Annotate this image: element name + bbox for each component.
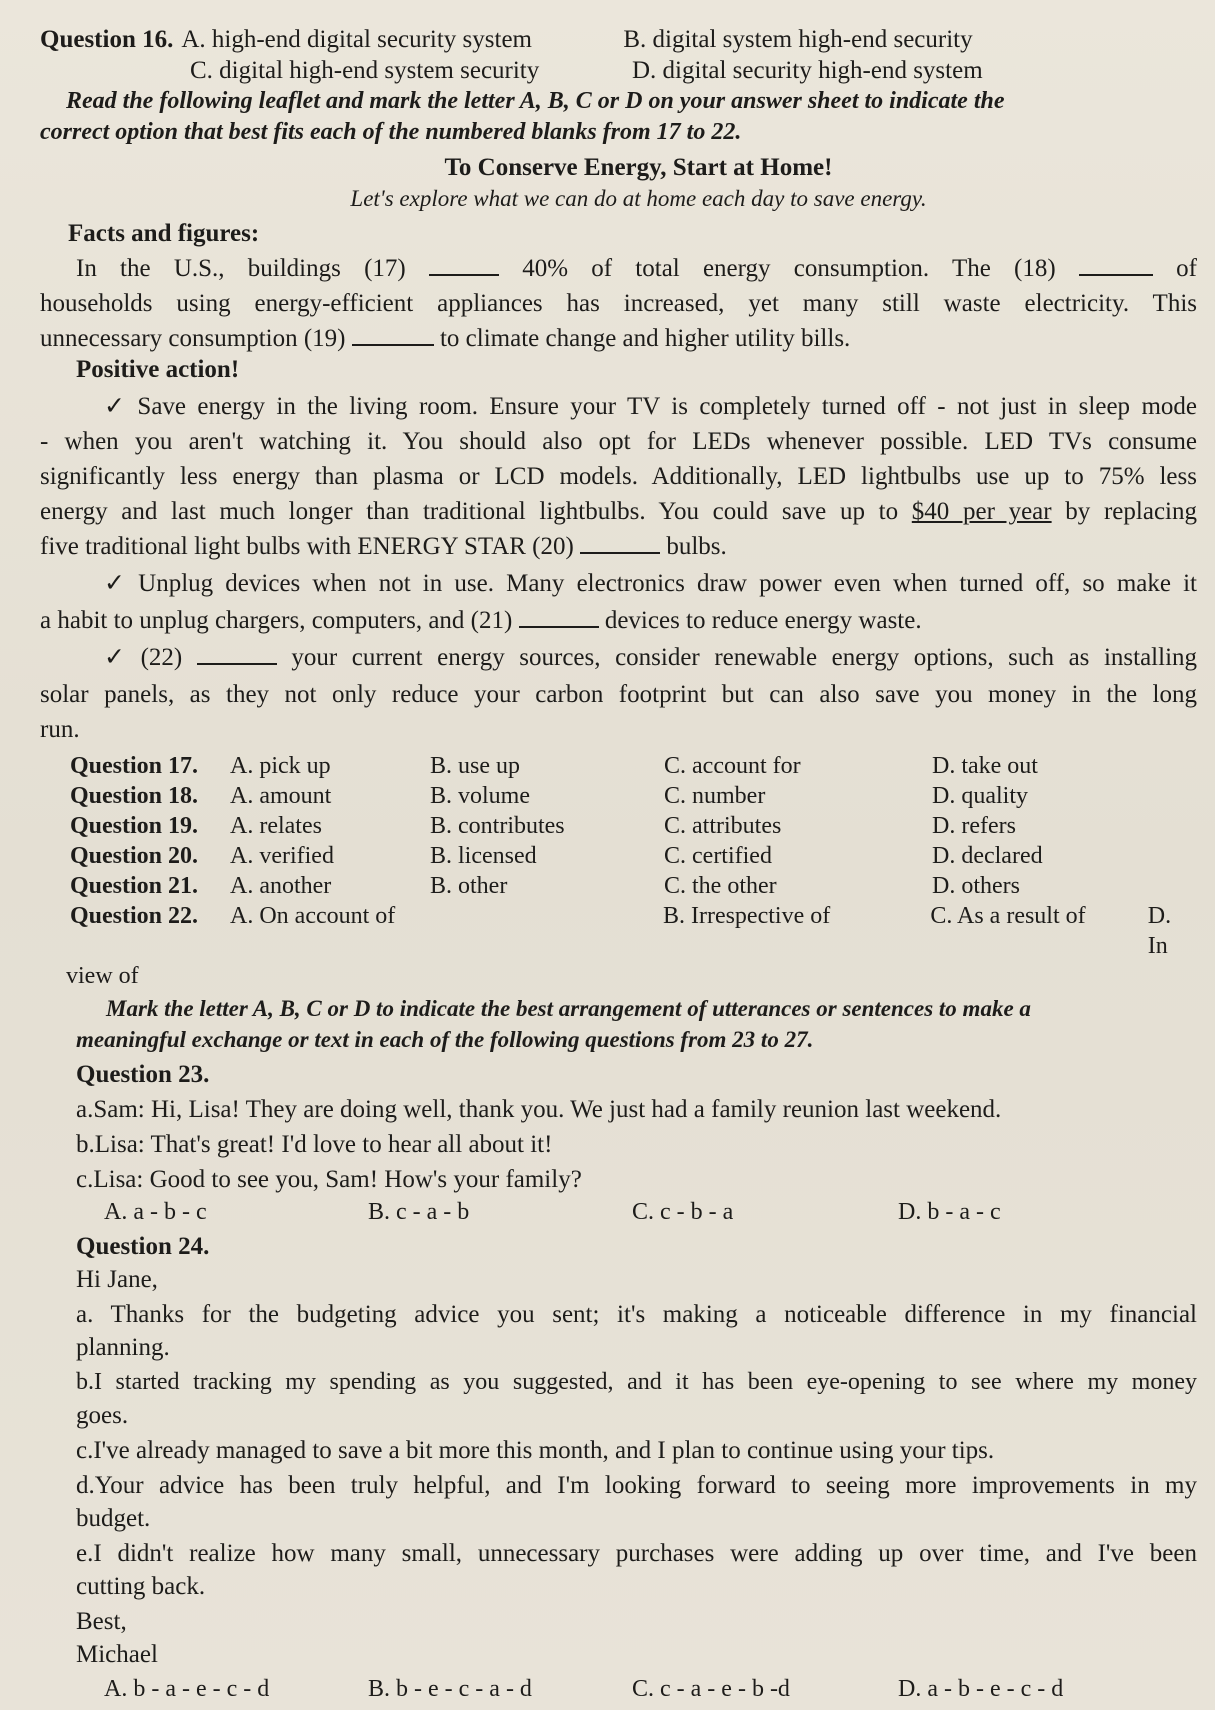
blank-18[interactable] bbox=[1079, 254, 1153, 276]
p1-line5 bbox=[40, 531, 1197, 562]
q24-line-a1: a. Thanks for the budgeting advice you sent; it's making a noticeable difference in my financial bbox=[76, 1301, 1197, 1328]
p3-line1 bbox=[40, 642, 1197, 673]
option-a[interactable]: A. On account of bbox=[230, 903, 396, 929]
q16-option-a: A. high-end digital security system bbox=[181, 26, 532, 53]
question-label: Question 17. bbox=[70, 753, 199, 779]
p3-line2: solar panels, as they not only reduce your carbon footprint but can also save you money in the long bbox=[40, 681, 1197, 708]
q24-line-b1: b.I started tracking my spending as you suggested, and it has been eye-opening to see where my money bbox=[76, 1369, 1197, 1395]
p2-line1 bbox=[40, 568, 1197, 599]
option-c[interactable]: C. c - a - e - b -d bbox=[632, 1676, 790, 1702]
facts-text-18: 40% of total energy consumption. The (18) bbox=[522, 255, 1056, 282]
instruction-1-line2: correct option that best fits each of the numbered blanks from 17 to 22. bbox=[40, 119, 742, 145]
p3-line3: run. bbox=[40, 716, 80, 743]
leaflet-title: To Conserve Energy, Start at Home! bbox=[444, 154, 833, 181]
question-23 bbox=[40, 1059, 1197, 1227]
option-d[interactable]: D. quality bbox=[932, 783, 1028, 809]
p1-line2: - when you aren't watching it. You should also opt for LEDs whenever possible. LED TVs consume bbox=[40, 428, 1197, 455]
q24-line-e1: e.I didn't realize how many small, unnecessary purchases were adding up over time, and I've been bbox=[76, 1540, 1197, 1567]
question-row-cont bbox=[66, 961, 1197, 991]
facts-line3 bbox=[40, 323, 1197, 354]
question-row bbox=[70, 871, 1197, 901]
blank-19[interactable] bbox=[352, 324, 434, 346]
q23-line-a: a.Sam: Hi, Lisa! They are doing well, thank you. We just had a family reunion last weekend. bbox=[76, 1096, 1002, 1123]
q23-options bbox=[76, 1197, 1197, 1227]
q24-greeting: Hi Jane, bbox=[76, 1266, 158, 1293]
q24-line-d2: budget. bbox=[76, 1505, 151, 1532]
q23-line-c: c.Lisa: Good to see you, Sam! How's your family? bbox=[76, 1166, 582, 1193]
instruction-1-line1: Read the following leaflet and mark the letter A, B, C or D on your answer sheet to indicate the bbox=[66, 88, 1005, 114]
question-label: Question 18. bbox=[70, 783, 199, 809]
q16-option-b: B. digital system high-end security bbox=[623, 26, 973, 53]
question-row bbox=[70, 841, 1197, 871]
facts-text-17: In the U.S., buildings (17) bbox=[76, 255, 406, 282]
q24-line-c1: c.I've already managed to save a bit more this month, and I plan to continue using your tips. bbox=[76, 1437, 995, 1464]
q16-row1 bbox=[40, 24, 1197, 55]
p1-line1 bbox=[40, 391, 1197, 422]
blank-20[interactable] bbox=[580, 532, 660, 554]
p1-text-4a: energy and last much longer than traditional lightbulbs. You could save up to bbox=[40, 498, 899, 525]
facts-text-19: unnecessary consumption (19) bbox=[40, 325, 346, 352]
option-d[interactable]: D. declared bbox=[932, 843, 1043, 869]
question-label: Question 19. bbox=[70, 813, 199, 839]
question-label: Question 20. bbox=[70, 843, 199, 869]
q24-line-b2: goes. bbox=[76, 1402, 129, 1429]
option-c[interactable]: C. number bbox=[664, 783, 766, 809]
option-c[interactable]: C. c - b - a bbox=[632, 1199, 734, 1225]
option-b[interactable]: B. b - e - c - a - d bbox=[368, 1676, 532, 1702]
question-row bbox=[70, 811, 1197, 841]
option-d[interactable]: D. a - b - e - c - d bbox=[898, 1676, 1064, 1702]
instruction-2-line2: meaningful exchange or text in each of the following questions from 23 to 27. bbox=[76, 1027, 814, 1052]
question-24 bbox=[40, 1231, 1197, 1704]
option-d-continued: view of bbox=[66, 963, 139, 989]
blank-22[interactable] bbox=[197, 643, 277, 665]
option-d[interactable]: D. refers bbox=[932, 813, 1016, 839]
option-c[interactable]: C. attributes bbox=[664, 813, 782, 839]
p1-text-1: Save energy in the living room. Ensure your TV is completely turned off - not just in sleep mode bbox=[137, 393, 1197, 420]
questions-17-22 bbox=[40, 751, 1197, 991]
option-d[interactable]: D. In bbox=[1147, 903, 1172, 959]
option-a[interactable]: A. another bbox=[230, 873, 332, 899]
option-c[interactable]: C. As a result of bbox=[930, 903, 1086, 929]
p1-line4 bbox=[40, 496, 1197, 527]
option-c[interactable]: C. certified bbox=[664, 843, 772, 869]
question-row bbox=[70, 781, 1197, 811]
option-b[interactable]: B. Irrespective of bbox=[662, 903, 831, 929]
blank-21[interactable] bbox=[519, 606, 599, 628]
option-d[interactable]: D. others bbox=[932, 873, 1020, 899]
q24-line-d1: d.Your advice has been truly helpful, and I'm looking forward to seeing more improvements in my bbox=[76, 1472, 1197, 1499]
p2-line2 bbox=[40, 605, 1197, 636]
p1-line3: significantly less energy than plasma or LCD models. Additionally, LED lightbulbs use up to 75% less bbox=[40, 463, 1197, 490]
question-label: Question 22. bbox=[70, 903, 199, 929]
checkmark-icon: ✓ bbox=[104, 644, 125, 671]
option-a[interactable]: A. verified bbox=[230, 843, 334, 869]
question-row bbox=[70, 751, 1197, 781]
option-b[interactable]: B. c - a - b bbox=[368, 1199, 470, 1225]
option-b[interactable]: B. other bbox=[430, 873, 508, 899]
q23-label: Question 23. bbox=[76, 1061, 210, 1088]
option-d[interactable]: D. take out bbox=[932, 753, 1038, 779]
question-label: Question 21. bbox=[70, 873, 199, 899]
p1-text-20: five traditional light bulbs with ENERGY STAR (20) bbox=[40, 533, 574, 560]
option-a[interactable]: A. amount bbox=[230, 783, 332, 809]
q24-signature: Michael bbox=[76, 1641, 158, 1668]
p2-text-1: Unplug devices when not in use. Many electronics draw power even when turned off, so make it bbox=[138, 570, 1198, 597]
checkmark-icon: ✓ bbox=[104, 393, 125, 420]
q23-line-b: b.Lisa: That's great! I'd love to hear all about it! bbox=[76, 1131, 553, 1158]
option-c[interactable]: C. the other bbox=[664, 873, 777, 899]
p1-text-4b: by replacing bbox=[1065, 498, 1197, 525]
q24-line-a2: planning. bbox=[76, 1334, 170, 1361]
p1-underlined-amount: $40 per year bbox=[911, 498, 1052, 525]
q24-line-e2: cutting back. bbox=[76, 1573, 206, 1600]
q16-option-c: C. digital high-end system security bbox=[190, 57, 540, 84]
q16-label: Question 16. bbox=[40, 26, 174, 53]
facts-line1 bbox=[40, 253, 1197, 284]
question-row bbox=[70, 901, 1197, 961]
checkmark-icon: ✓ bbox=[104, 570, 125, 597]
p2-text-21: a habit to unplug chargers, computers, and (21) bbox=[40, 607, 513, 634]
blank-17[interactable] bbox=[429, 254, 499, 276]
option-b[interactable]: B. use up bbox=[430, 753, 520, 779]
option-a[interactable]: A. relates bbox=[230, 813, 322, 839]
option-d[interactable]: D. b - a - c bbox=[898, 1199, 1001, 1225]
option-a[interactable]: A. pick up bbox=[230, 753, 331, 779]
facts-text-of: of bbox=[1176, 255, 1197, 282]
q16-option-d: D. digital security high-end system bbox=[632, 57, 983, 84]
facts-text-19b: to climate change and higher utility bills. bbox=[439, 325, 851, 352]
q24-closing: Best, bbox=[76, 1608, 127, 1635]
positive-heading: Positive action! bbox=[76, 356, 240, 383]
option-b[interactable]: B. contributes bbox=[430, 813, 565, 839]
p3-text-22b: your current energy sources, consider renewable energy options, such as installing bbox=[291, 644, 1198, 671]
p3-text-22: (22) bbox=[140, 644, 183, 671]
leaflet-subtitle: Let's explore what we can do at home each day to save energy. bbox=[350, 186, 927, 211]
option-c[interactable]: C. account for bbox=[664, 753, 801, 779]
q24-options bbox=[76, 1674, 1197, 1704]
option-b[interactable]: B. volume bbox=[430, 783, 530, 809]
p2-text-21b: devices to reduce energy waste. bbox=[604, 607, 922, 634]
facts-heading: Facts and figures: bbox=[68, 220, 260, 247]
option-a[interactable]: A. b - a - e - c - d bbox=[104, 1676, 270, 1702]
option-a[interactable]: A. a - b - c bbox=[104, 1199, 207, 1225]
q16-row2 bbox=[40, 55, 1197, 86]
option-b[interactable]: B. licensed bbox=[430, 843, 537, 869]
instruction-2-line1: Mark the letter A, B, C or D to indicate the best arrangement of utterances or sentences to make a bbox=[106, 996, 1031, 1021]
q24-label: Question 24. bbox=[76, 1233, 210, 1260]
p1-text-20b: bulbs. bbox=[666, 533, 727, 560]
facts-line2: households using energy-efficient appliances has increased, yet many still waste electricity. This bbox=[40, 290, 1197, 317]
